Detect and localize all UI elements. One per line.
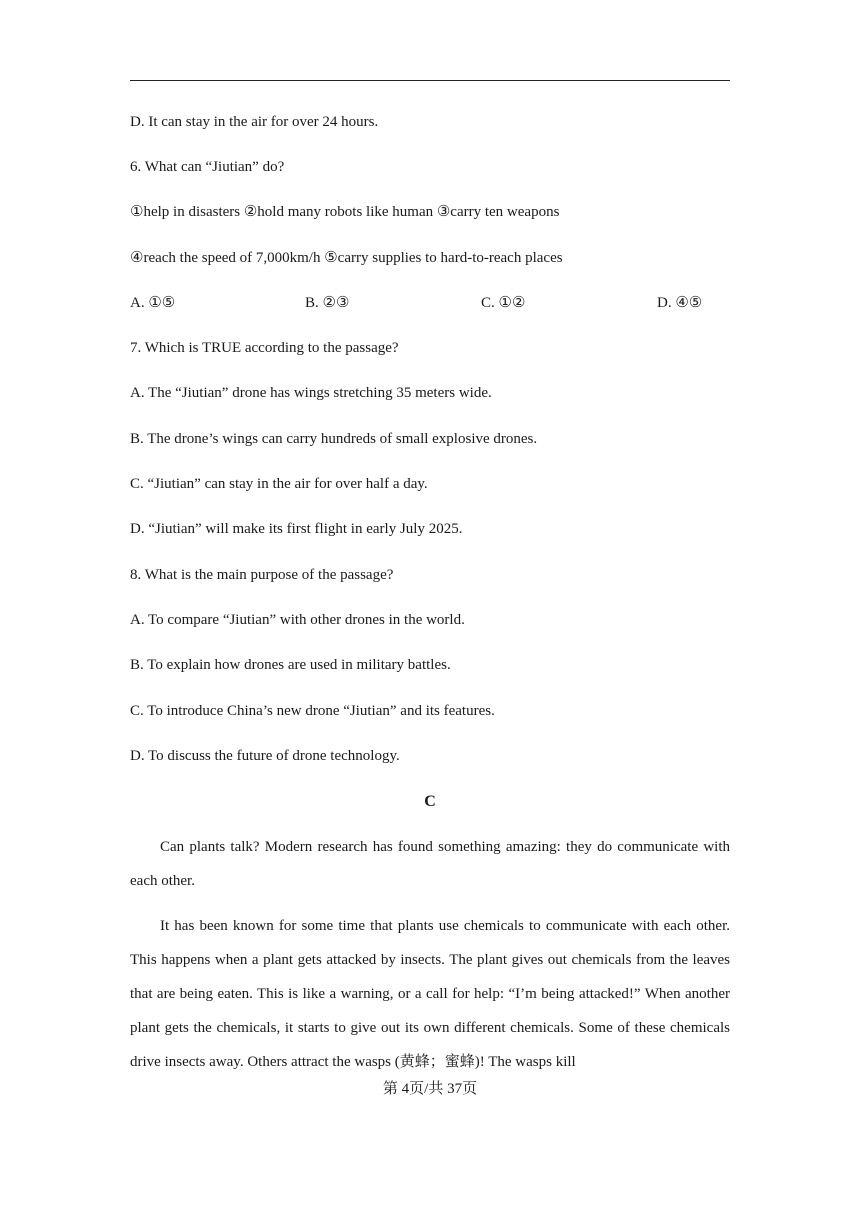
page-number-footer: 第 4页/共 37页 [382, 1081, 478, 1097]
q6-option-d: D. ④⑤ [657, 295, 703, 311]
q8-option-d: D. To discuss the future of drone technology. [130, 748, 400, 764]
q6-items-line2: ④reach the speed of 7,000km/h ⑤carry supplies to hard-to-reach places [130, 250, 563, 266]
q6-option-b: B. ②③ [305, 295, 350, 311]
q5-option-d: D. It can stay in the air for over 24 hours. [130, 114, 379, 130]
q6-items-line1: ①help in disasters ②hold many robots like human ③carry ten weapons [130, 204, 560, 220]
q8-option-a: A. To compare “Jiutian” with other drones in the world. [130, 612, 465, 628]
section-c-paragraph-1: Can plants talk? Modern research has found something amazing: they do communicate with each other. [130, 839, 730, 889]
q7-option-c: C. “Jiutian” can stay in the air for over half a day. [130, 476, 428, 492]
q8-option-b: B. To explain how drones are used in military battles. [130, 657, 451, 673]
q6-question: 6. What can “Jiutian” do? [130, 159, 285, 175]
header-rule [130, 80, 730, 81]
q8-question: 8. What is the main purpose of the passage? [130, 567, 394, 583]
q7-question: 7. Which is TRUE according to the passage? [130, 340, 399, 356]
q6-option-a: A. ①⑤ [130, 295, 176, 311]
q7-option-a: A. The “Jiutian” drone has wings stretching 35 meters wide. [130, 385, 492, 401]
q6-option-c: C. ①② [481, 295, 526, 311]
q7-option-b: B. The drone’s wings can carry hundreds of small explosive drones. [130, 431, 538, 447]
q7-option-d: D. “Jiutian” will make its first flight in early July 2025. [130, 521, 463, 537]
section-c-heading: C [424, 793, 436, 810]
q8-option-c: C. To introduce China’s new drone “Jiutian” and its features. [130, 703, 495, 719]
section-c-paragraph-2: It has been known for some time that plants use chemicals to communicate with each other. This happens when a plant gets attacked by insects. The plant gives out chemicals from the leaves that are being eaten. This is like a warning, or a call for help: “I’m being attacked!” When another plant gets the chemicals, it starts to give out its own different chemicals. Some of these chemicals drive insects away. Others attract the wasps (黄蜂；蜜蜂)! The wasps kill [130, 918, 730, 1070]
